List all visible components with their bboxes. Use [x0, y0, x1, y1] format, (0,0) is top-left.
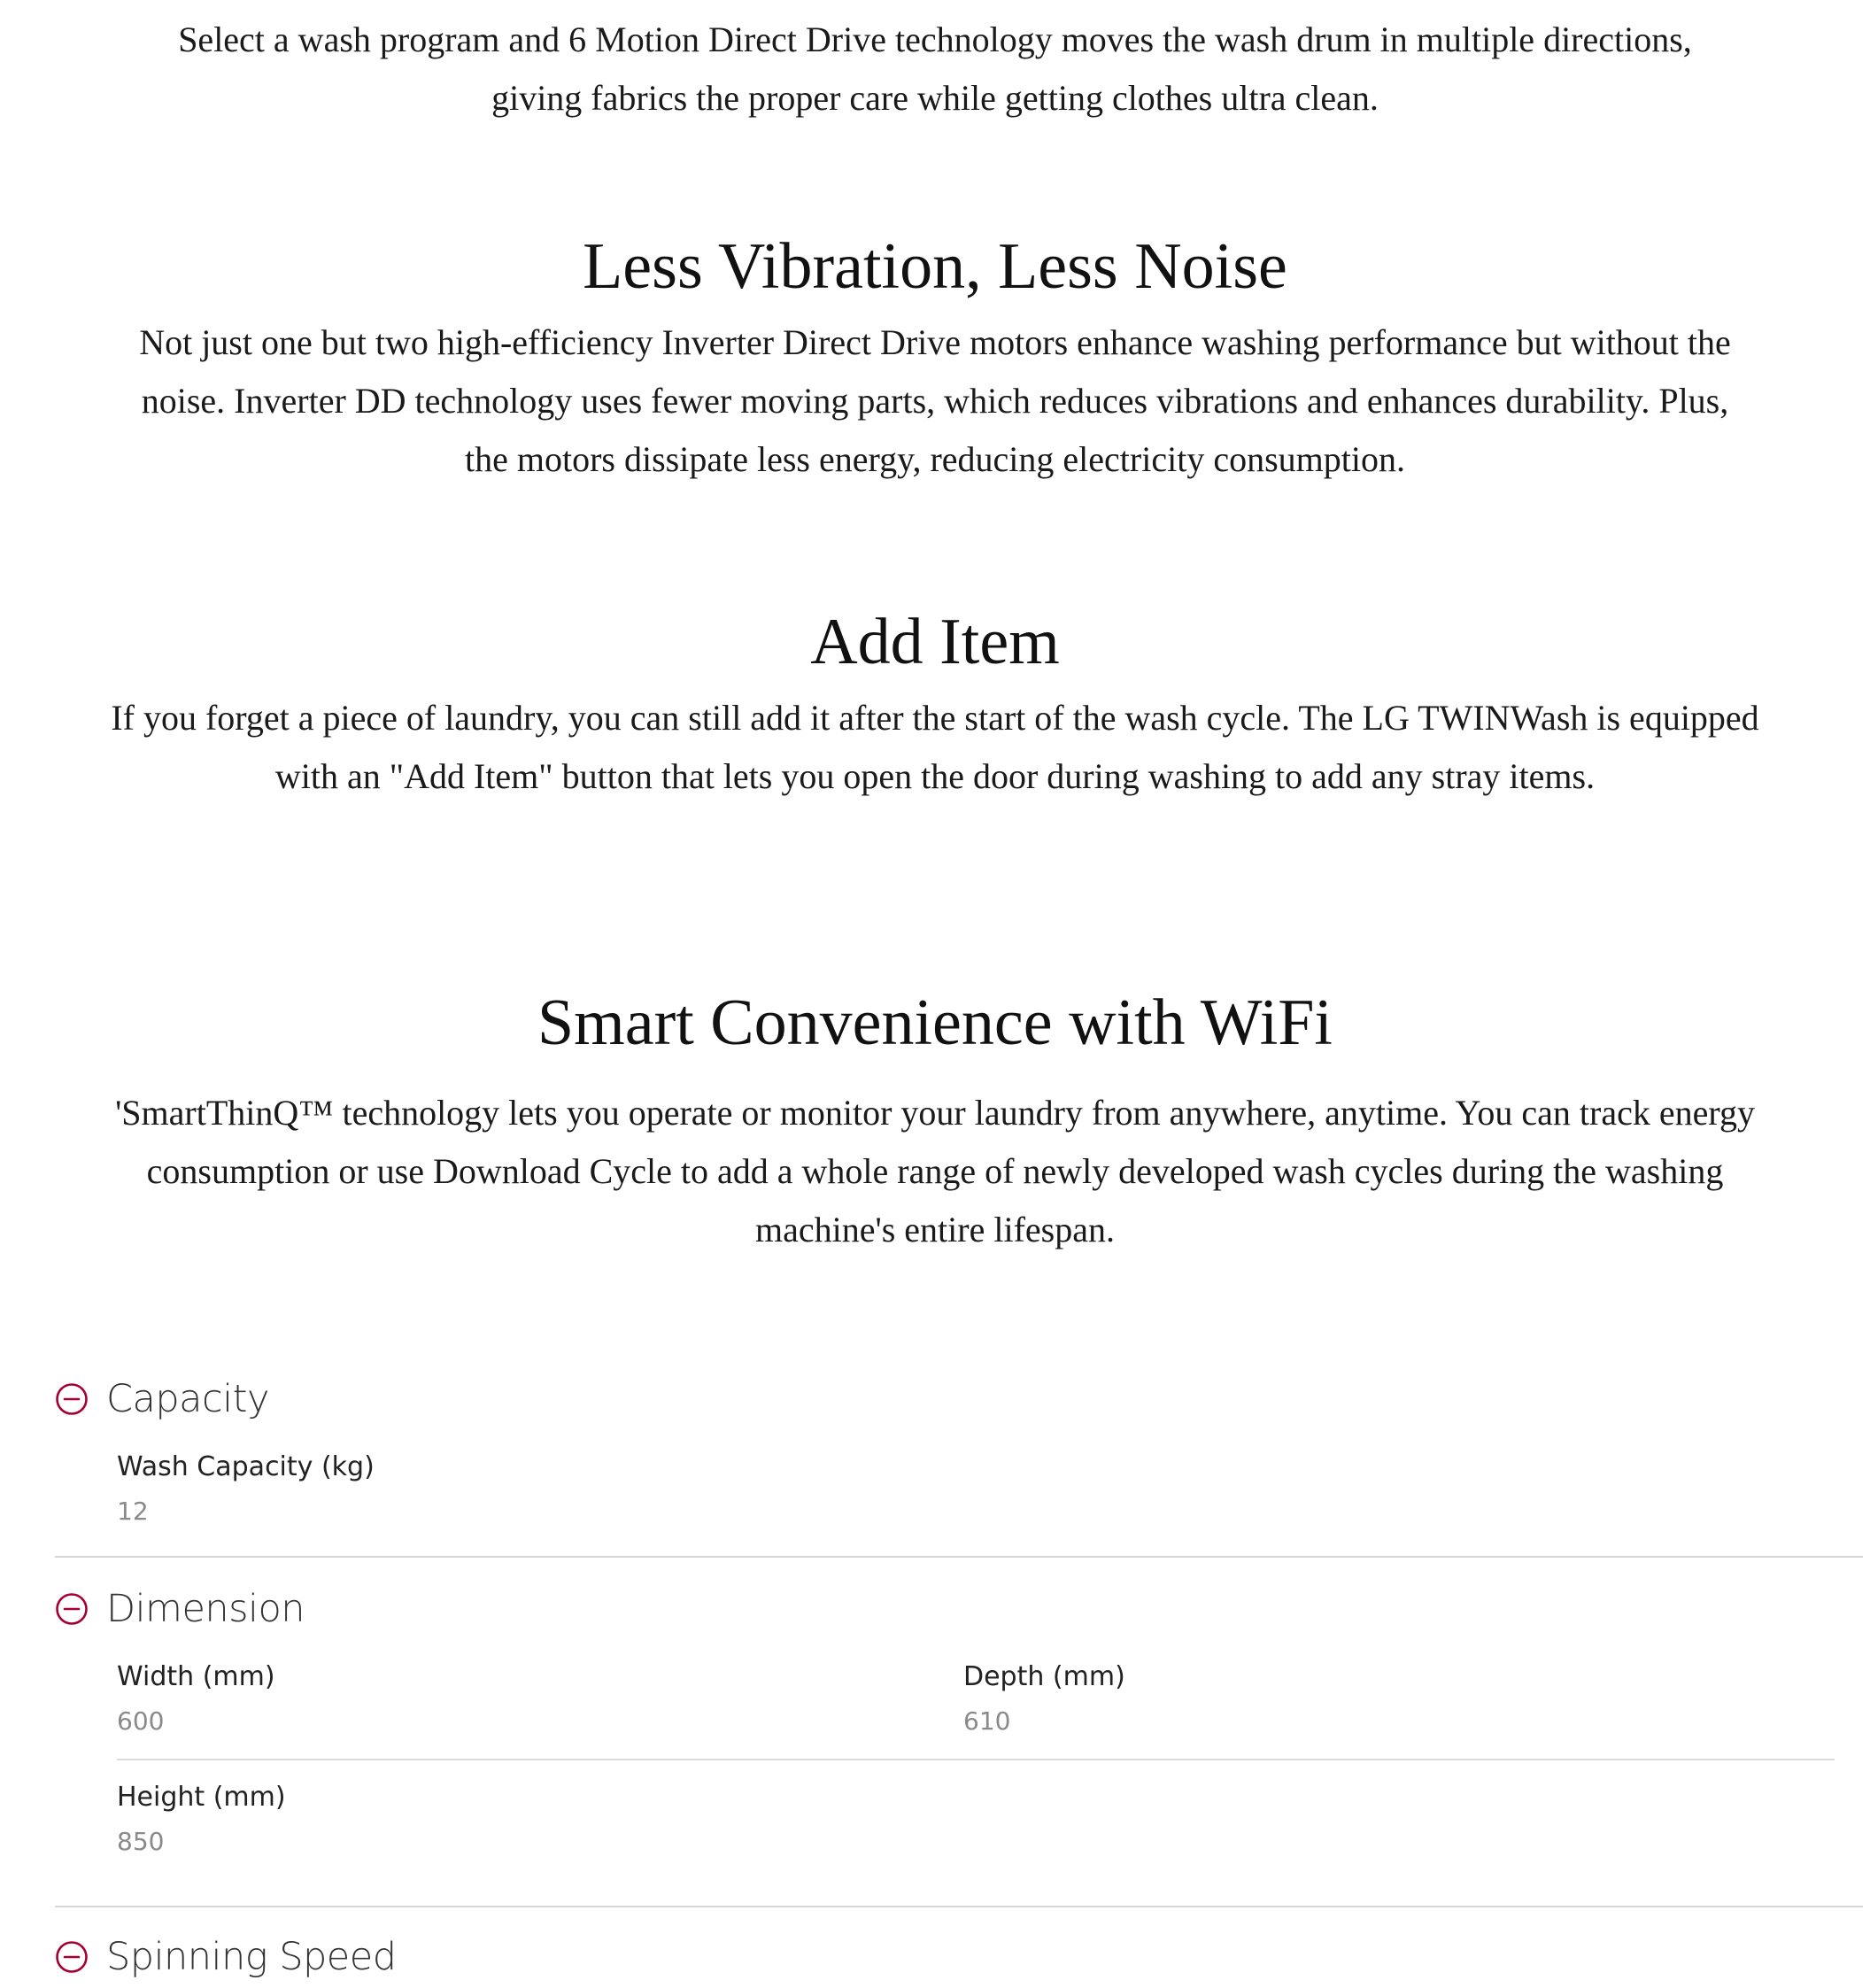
- spec-row: [117, 1640, 1835, 1760]
- feature-wifi-text: 'SmartThinQ™ technology lets you operate or monitor your laundry from anywhere, anytime. You can track energy consumption or use Download Cycle to add a whole range of newly developed wash cycles during the washing machine's entire lifespan.: [115, 1093, 1755, 1249]
- minus-circle-icon[interactable]: [55, 1940, 89, 1974]
- spec-title-capacity: Capacity: [106, 1377, 269, 1421]
- spec-value: 610: [963, 1706, 1011, 1736]
- spec-toggle-spinning-speed[interactable]: [55, 1926, 1863, 1988]
- spec-grid-dimension: [117, 1640, 1835, 1879]
- spec-value: 850: [117, 1827, 165, 1856]
- spec-row: [117, 1430, 1835, 1549]
- spec-label: Depth (mm): [963, 1661, 1125, 1692]
- feature-add-item-text: If you forget a piece of laundry, you can still add it after the start of the wash cycle. The LG TWINWash is equipped with an "Add Item" button that lets you open the door during washing to add any stray items.: [111, 698, 1759, 796]
- spec-value: 600: [117, 1706, 165, 1736]
- spec-title-dimension: Dimension: [106, 1587, 305, 1631]
- spec-item-height: [117, 1760, 963, 1879]
- minus-circle-icon[interactable]: [55, 1382, 89, 1416]
- feature-add-item: [0, 602, 1870, 806]
- spec-row: [117, 1760, 1835, 1879]
- minus-circle-icon[interactable]: [55, 1592, 89, 1626]
- spec-label: Width (mm): [117, 1661, 275, 1692]
- spec-section-capacity: [55, 1368, 1863, 1558]
- spec-item-width: [117, 1640, 963, 1759]
- feature-intro-text: Select a wash program and 6 Motion Direct Drive technology moves the wash drum in multiple directions, giving fabrics the proper care while getting clothes ultra clean.: [178, 19, 1692, 118]
- spec-label: Height (mm): [117, 1782, 286, 1813]
- spec-value: 12: [117, 1497, 149, 1526]
- feature-vibration-text: Not just one but two high-efficiency Inverter Direct Drive motors enhance washing performance but without the noise. Inverter DD technology uses fewer moving parts, which reduces vibrations and enhances durability. Plus, the motors dissipate less energy, reducing electricity consumption.: [139, 322, 1731, 479]
- feature-vibration-title: Less Vibration, Less Noise: [583, 230, 1287, 303]
- spec-item-depth: [963, 1640, 1810, 1759]
- spec-item-wash-capacity: [117, 1430, 963, 1549]
- feature-wifi-title: Smart Convenience with WiFi: [537, 986, 1333, 1059]
- spec-label: Wash Capacity (kg): [117, 1451, 375, 1482]
- feature-intro: [0, 11, 1870, 128]
- feature-add-item-title: Add Item: [810, 606, 1060, 678]
- feature-vibration: [0, 227, 1870, 489]
- spec-section-dimension: [55, 1578, 1863, 1907]
- spec-section-spinning-speed: [55, 1926, 1863, 1979]
- spec-toggle-dimension[interactable]: [55, 1578, 1863, 1640]
- spec-title-spinning-speed: Spinning Speed: [106, 1935, 397, 1979]
- spec-toggle-capacity[interactable]: [55, 1368, 1863, 1430]
- feature-wifi: [0, 983, 1870, 1259]
- spec-grid-capacity: [117, 1430, 1835, 1549]
